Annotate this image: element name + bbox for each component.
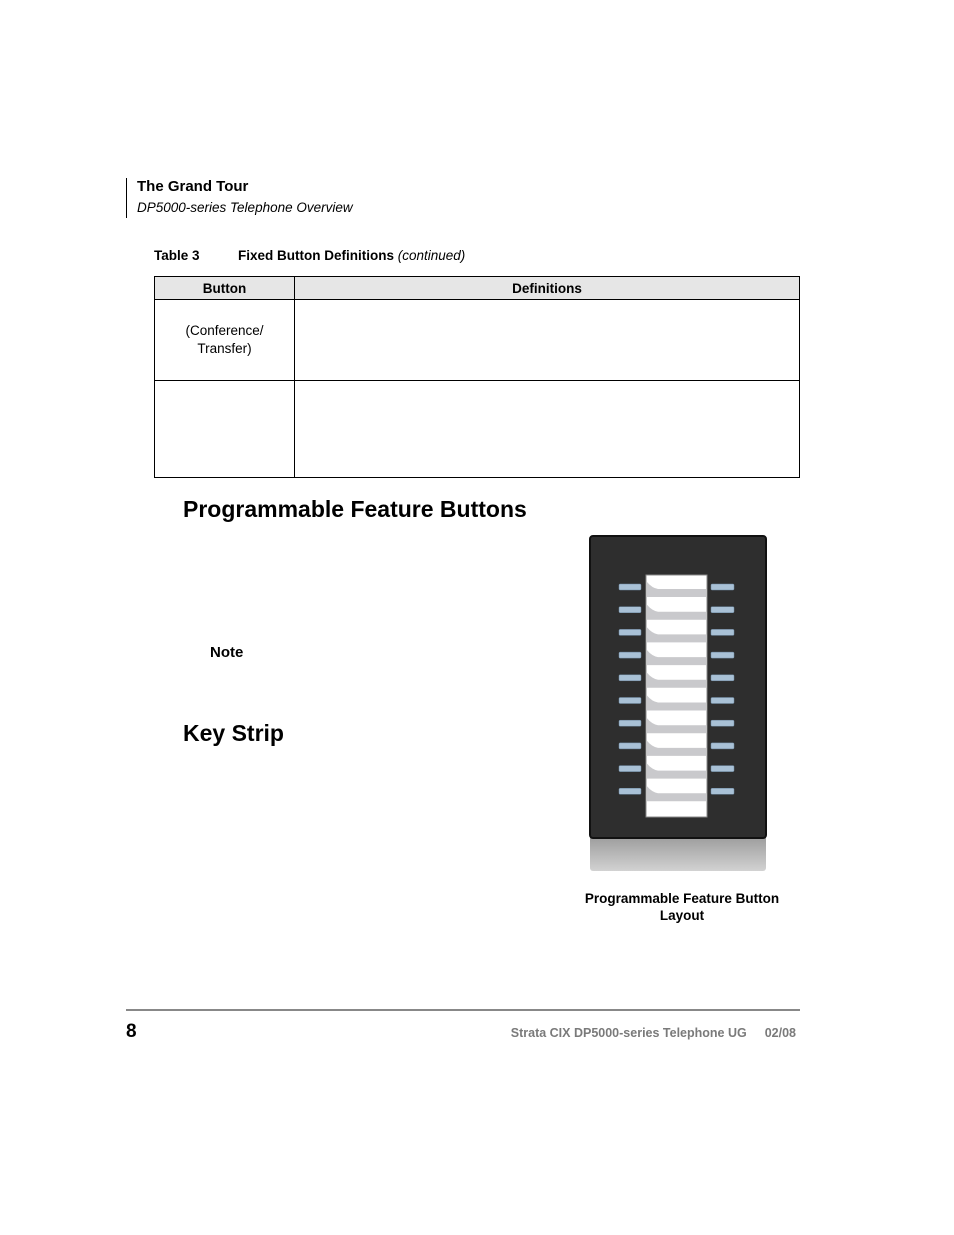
column-header-button: Button [155,277,295,300]
note-label: Note [210,644,244,661]
feature-button-led-right [711,652,734,658]
panel-base [590,835,766,871]
feature-button-led-right [711,675,734,681]
table-caption [154,248,465,263]
page-number: 8 [126,1021,137,1042]
feature-button-led-right [711,629,734,635]
feature-button-layout-figure [588,535,768,871]
feature-button-led-left [619,675,641,681]
feature-button-led-left [619,743,641,749]
button-cell [155,300,295,381]
footer-rule [126,1009,800,1011]
table-row [155,300,800,381]
feature-button-led-right [711,607,734,613]
feature-button-led-right [711,698,734,704]
table-header-row [155,277,800,300]
column-header-definitions: Definitions [295,277,800,300]
feature-button-led-left [619,788,641,794]
table-name: Fixed Button Definitions [238,248,394,263]
feature-button-led-left [619,629,641,635]
feature-button-led-left [619,584,641,590]
feature-button-led-right [711,720,734,726]
programmable-feature-buttons-heading: Programmable Feature Buttons [183,496,527,522]
running-header-subtitle: DP5000-series Telephone Overview [137,200,353,215]
key-strip-heading: Key Strip [183,720,284,746]
figure-caption-line: Programmable Feature Button [584,891,780,906]
feature-button-led-left [619,652,641,658]
table-row [155,381,800,478]
figure-caption [560,890,804,924]
definition-cell [295,381,800,478]
feature-button-led-left [619,607,641,613]
button-definitions-table [154,276,800,478]
footer-doc-title: Strata CIX DP5000-series Telephone UG [510,1026,747,1040]
feature-button-led-right [711,743,734,749]
feature-button-led-right [711,766,734,772]
feature-button-led-left [619,698,641,704]
feature-button-led-right [711,584,734,590]
table-number: Table 3 [154,248,200,263]
header-rule [126,178,127,218]
figure-caption-line: Layout [659,908,705,923]
footer-date: 02/08 [764,1026,796,1040]
footer-document-info [511,1026,796,1040]
feature-button-led-left [619,766,641,772]
running-header-title: The Grand Tour [137,178,249,195]
definition-cell [295,300,800,381]
feature-button-led-left [619,720,641,726]
button-cell-line: Transfer) [197,341,252,356]
button-cell [155,381,295,478]
table-continued: (continued) [397,248,466,263]
feature-button-led-right [711,788,734,794]
feature-button-panel-illustration [588,535,768,871]
button-cell-line: (Conference/ [185,323,264,338]
